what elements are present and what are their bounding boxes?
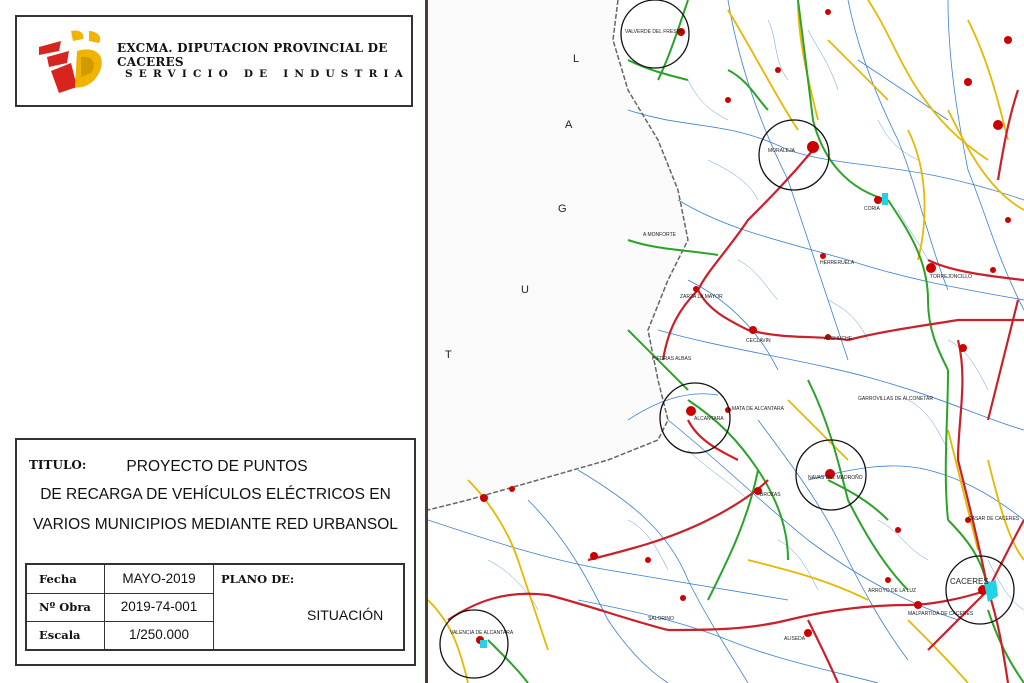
- title-line-3: VARIOS MUNICIPIOS MEDIANTE RED URBANSOL: [33, 516, 398, 533]
- map-label-town: CORIA: [864, 206, 880, 212]
- org-name: EXCMA. DIPUTACION PROVINCIAL DE CACERES: [117, 41, 388, 69]
- info-row-fecha: [27, 565, 213, 594]
- map-label-town: HERRERUELA: [820, 260, 855, 266]
- info-box: [25, 563, 405, 651]
- header-box: [15, 15, 413, 107]
- map-label-town: SALORINO: [648, 616, 674, 622]
- map-country-letter-1: L: [573, 53, 580, 65]
- escala-label: Escala: [27, 621, 105, 649]
- map-country-letter-4: U: [521, 284, 529, 296]
- title-line-2: DE RECARGA DE VEHÍCULOS ELÉCTRICOS EN: [40, 486, 391, 503]
- title-line-1: PROYECTO DE PUNTOS: [126, 458, 308, 475]
- map-label-town: MATA DE ALCANTARA: [732, 406, 784, 412]
- map-label-valverde: VALVERDE DEL FRESNO: [625, 29, 685, 35]
- title-box: [15, 438, 416, 666]
- map-label-alcantara: ALCANTARA: [694, 416, 724, 422]
- map-label-caceres: CACERES: [950, 577, 989, 586]
- map-label-town: TORREJONCILLO: [930, 274, 972, 280]
- map-label-town: CECLAVIN: [746, 338, 771, 344]
- map-country-letter-5: T: [445, 349, 452, 361]
- portugal-area: [428, 0, 688, 510]
- map-label-town: A MONFORTE: [643, 232, 676, 238]
- map-label-town: ACEHUCHE: [824, 336, 853, 342]
- map-label-town: BROZAS: [760, 492, 781, 498]
- info-separator: [213, 565, 214, 649]
- map-country-letter-3: G: [558, 203, 567, 215]
- map-label-town: ARROYO DE LA LUZ: [868, 588, 917, 594]
- title-label: TITULO:: [29, 458, 87, 472]
- diputacion-logo-icon: [37, 27, 107, 95]
- fecha-label: Fecha: [27, 565, 105, 593]
- info-grid: [27, 565, 213, 649]
- map-label-town: GARROVILLAS DE ALCONETAR: [858, 396, 933, 402]
- map-label-moraleja: MORALEJA: [768, 148, 795, 154]
- obra-label: Nº Obra: [27, 593, 105, 621]
- title-panel: [0, 0, 425, 683]
- escala-value: 1/250.000: [128, 627, 190, 642]
- map-label-valencia: VALENCIA DE ALCANTARA: [450, 630, 514, 636]
- org-service: SERVICIO DE INDUSTRIA: [125, 68, 409, 80]
- info-row-escala: [27, 621, 213, 649]
- plano-value: SITUACIÓN: [307, 607, 384, 623]
- fecha-value: MAYO-2019: [122, 571, 196, 586]
- map-label-town: CASAR DE CACERES: [968, 516, 1020, 522]
- plano-label: PLANO DE:: [221, 572, 295, 586]
- map-label-town: MALPARTIDA DE CACERES: [908, 611, 974, 617]
- situation-map: [428, 0, 1024, 683]
- map-label-town: PIEDRAS ALBAS: [652, 356, 692, 362]
- info-row-obra: [27, 593, 213, 622]
- map-label-town: ALISEDA: [784, 636, 806, 642]
- map-label-town: ZARZA LA MAYOR: [680, 294, 723, 300]
- map-label-navas: NAVAS DEL MADROÑO: [808, 475, 863, 481]
- map-country-letter-2: A: [565, 119, 573, 131]
- obra-value: 2019-74-001: [120, 599, 198, 614]
